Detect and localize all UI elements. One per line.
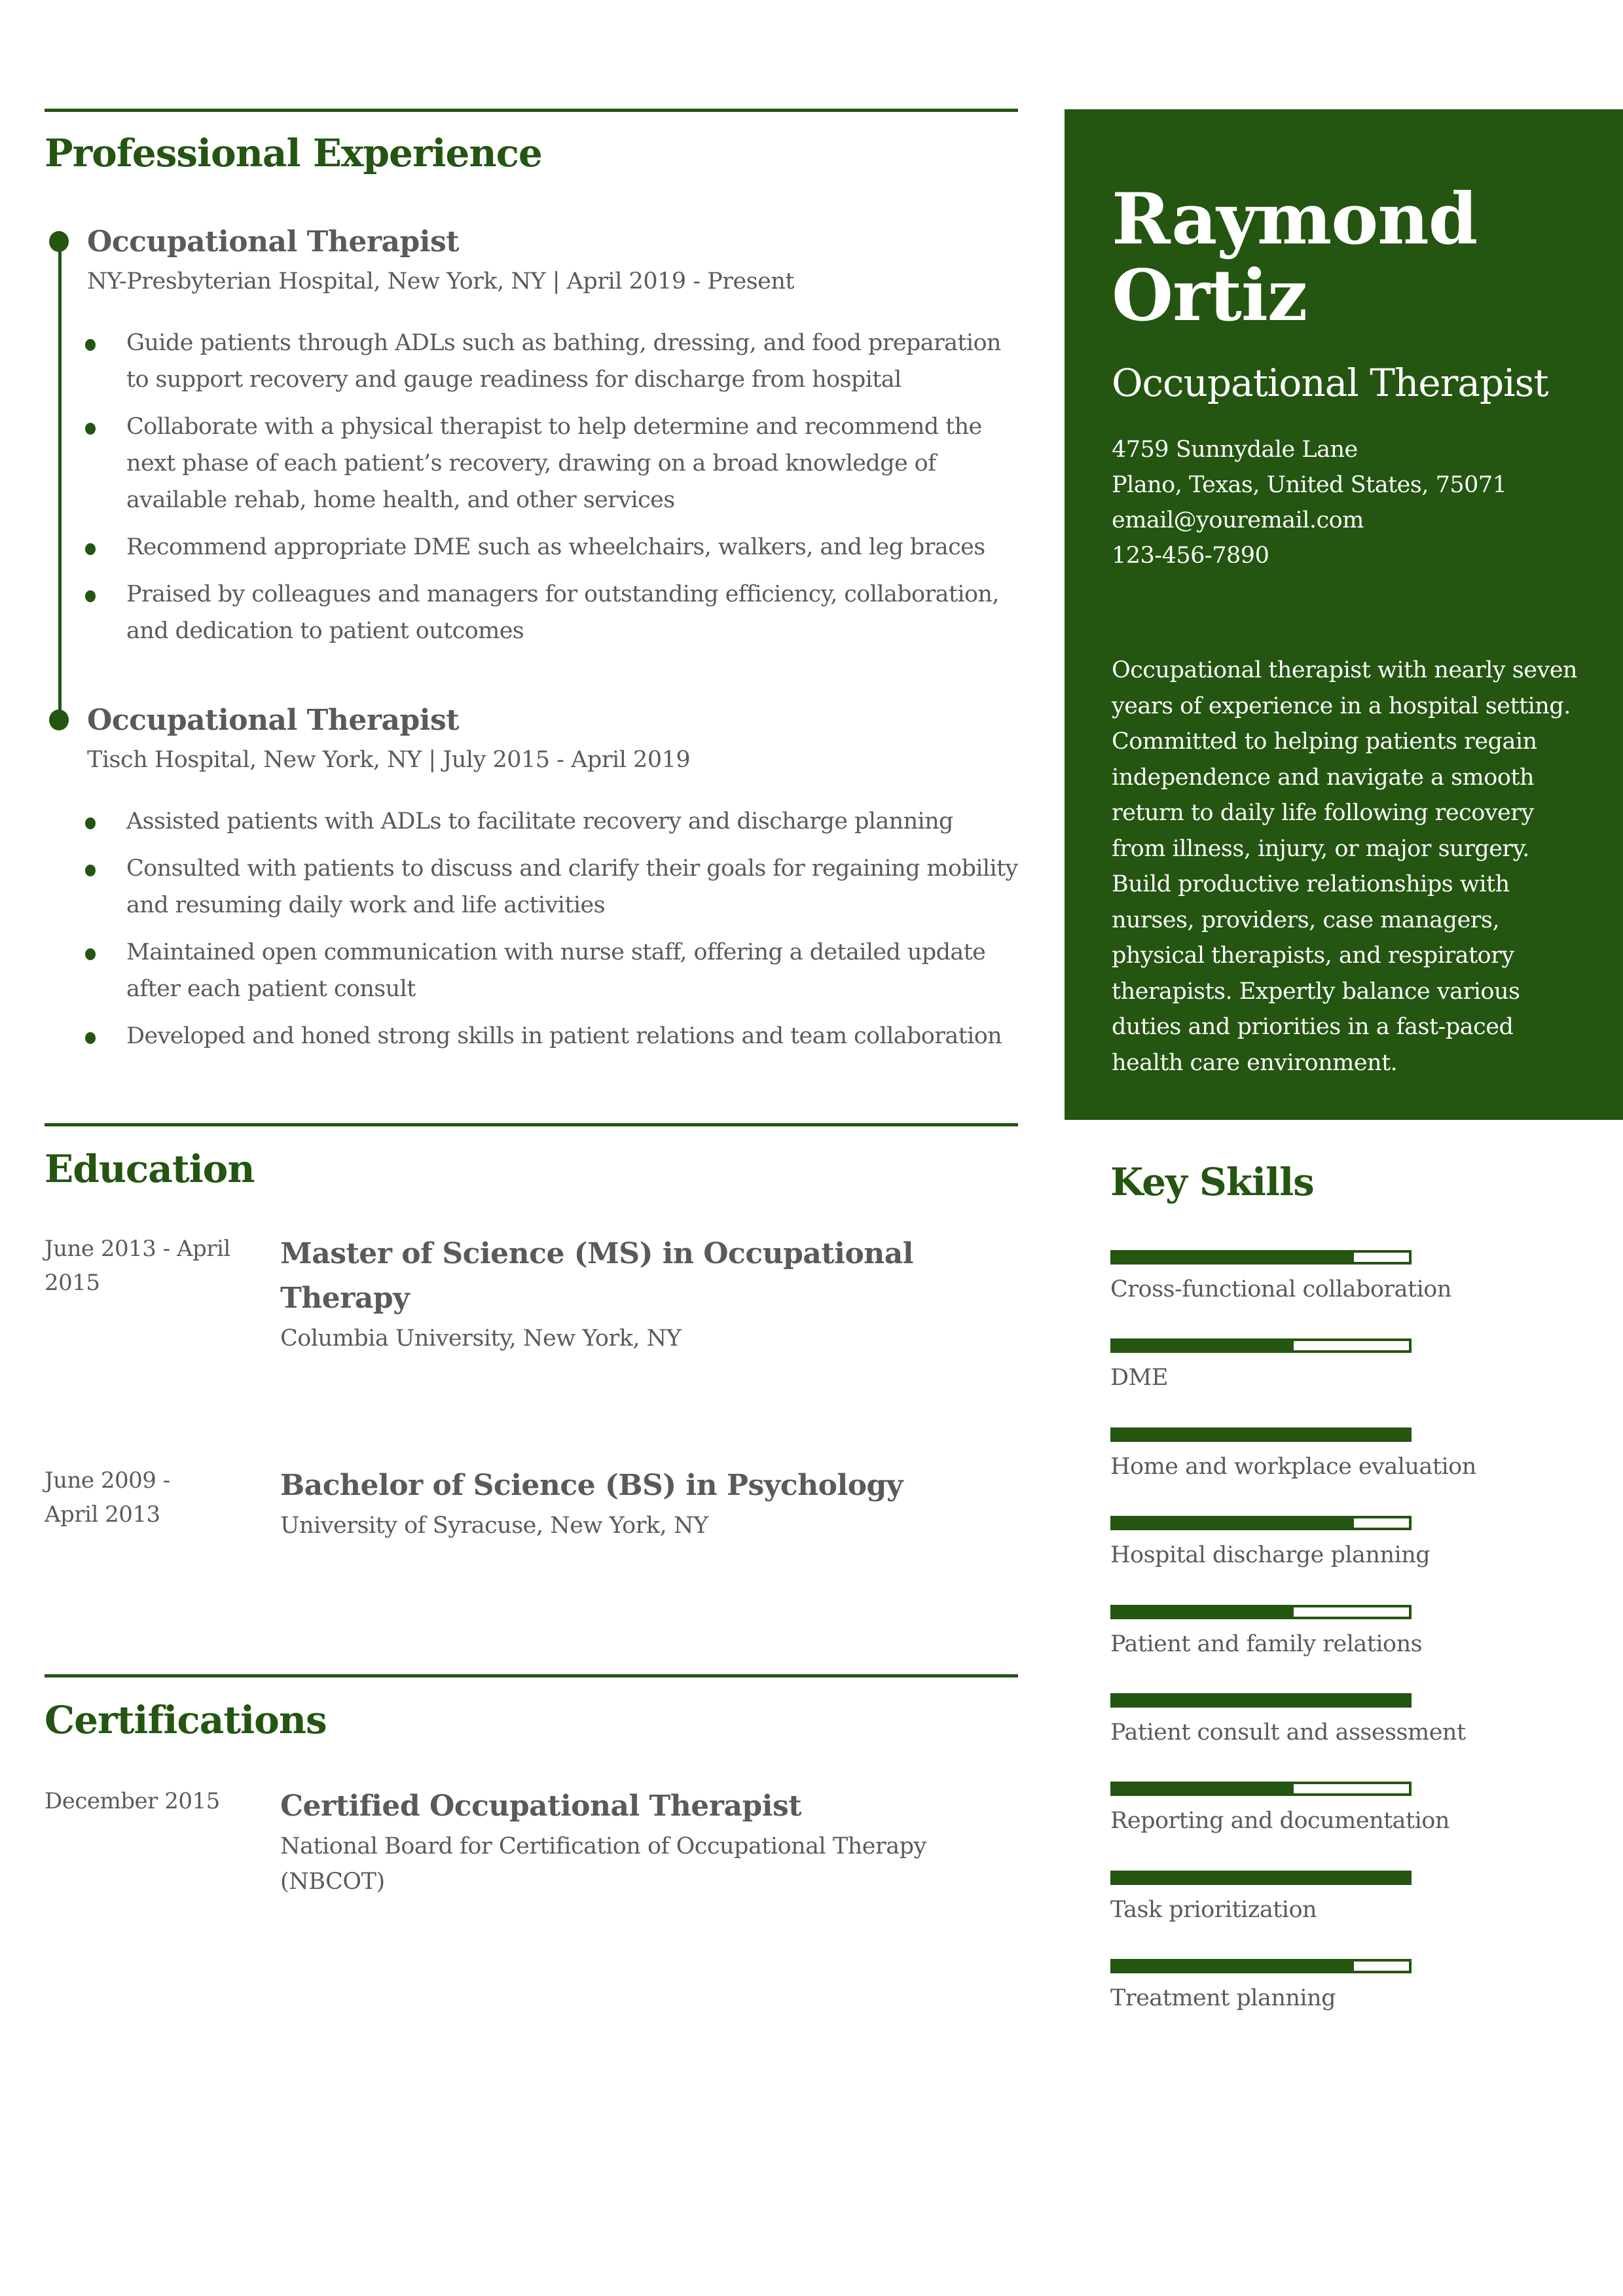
skill-item [1110,1427,1476,1484]
job-bullet [39,408,1021,518]
skill-item [1110,1516,1431,1572]
job-bullet [39,529,1021,565]
bullet-dot-icon [85,817,96,829]
name-first: Raymond [1112,178,1478,260]
bullet-text: Maintained open communication with nurse staff, offering a detailed update after each patient consult [126,939,986,1002]
bullet-dot-icon [85,948,96,960]
skill-level-bar [1110,1782,1412,1796]
skill-item [1110,1959,1412,2015]
education-details [280,1463,1020,1543]
skill-item [1110,1782,1450,1838]
skill-level-remainder [1294,1607,1409,1617]
skill-label: Task prioritization [1110,1896,1317,1923]
education-school: Columbia University, New York, NY [280,1325,682,1352]
bullet-dot-icon [85,339,96,351]
bullet-dot-icon [85,865,96,876]
certification-issuer: National Board for Certification of Occupational Therapy (NBCOT) [280,1833,926,1895]
skill-level-bar [1110,1338,1412,1353]
bullet-text: Praised by colleagues and managers for outstanding efficiency, collaboration, and dedication to patient outcomes [126,581,999,644]
candidate-role: Occupational Therapist [1112,361,1548,405]
job-employer-dates: NY-Presbyterian Hospital, New York, NY | April 2019 - Present [87,268,794,295]
phone-number: 123-456-7890 [1112,543,1269,569]
education-heading: Education [45,1147,255,1191]
education-details [280,1232,1020,1356]
bullet-text: Collaborate with a physical therapist to help determine and recommend the next phase of each patient’s recovery, drawing on a broad knowledge of available rehab, home health, and other services [126,414,982,513]
name-last: Ortiz [1112,255,1307,337]
skill-level-bar [1110,1693,1412,1708]
job-bullet [39,803,1021,840]
certification-details [280,1784,1020,1899]
skill-level-remainder [1294,1784,1409,1793]
header-panel [1065,109,1623,1120]
skill-level-remainder [1294,1341,1409,1350]
skill-level-bar [1110,1250,1412,1265]
certifications-heading: Certifications [45,1698,327,1742]
job-bullet [39,850,1021,924]
bullet-dot-icon [85,590,96,602]
skill-label: Reporting and documentation [1110,1808,1450,1835]
job-title: Occupational Therapist [87,704,460,737]
job-bullet [39,934,1021,1007]
education-dates: June 2009 - April 2013 [45,1467,170,1528]
bullet-text: Assisted patients with ADLs to facilitate recovery and discharge planning [126,808,953,834]
bullet-text: Guide patients through ADLs such as bathing, dressing, and food preparation to support recovery and gauge readiness for discharge from hospital [126,330,1001,393]
job-bullet [39,325,1021,398]
skill-item [1110,1693,1466,1749]
skill-label: Patient and family relations [1110,1630,1423,1657]
bullet-text: Developed and honed strong skills in patient relations and team collaboration [126,1023,1002,1049]
skills-heading: Key Skills [1110,1160,1314,1204]
skill-item [1110,1250,1451,1306]
education-degree: Bachelor of Science (BS) in Psychology [280,1469,903,1502]
education-school: University of Syracuse, New York, NY [280,1513,708,1539]
skill-level-remainder [1354,1518,1409,1528]
job-employer-dates: Tisch Hospital, New York, NY | July 2015 - April 2019 [87,747,691,773]
experience-top-rule [45,109,1018,112]
contact-info [1112,432,1506,573]
bullet-dot-icon [85,1032,96,1044]
certifications-top-rule [45,1674,1018,1677]
address-line-1: 4759 Sunnydale Lane [1112,437,1358,463]
bullet-dot-icon [85,423,96,435]
skill-item [1110,1338,1412,1395]
skill-item [1110,1871,1412,1927]
skill-level-bar [1110,1605,1412,1619]
timeline-dot-icon [49,709,69,730]
education-top-rule [45,1123,1018,1126]
skill-label: Treatment planning [1110,1985,1336,2012]
email-link[interactable]: email@youremail.com [1112,507,1364,533]
skill-level-remainder [1354,1253,1409,1262]
job-entry [39,701,1021,1065]
professional-summary: Occupational therapist with nearly seven years of experience in a hospital setting. Committed to helping patients regain independence and navigate a smooth return to daily life following recovery from illness, injury, or major surgery. Build productive relationships with nurses, providers, case managers, physical therapists, and respiratory therapists. Expertly balance various duties and priorities in a fast-paced health care environment. [1112,657,1577,1076]
certification-name: Certified Occupational Therapist [280,1789,802,1823]
job-entry [39,223,1021,660]
job-bullets [39,325,1021,649]
skill-level-remainder [1354,1962,1409,1971]
address-line-2: Plano, Texas, United States, 75071 [1112,472,1507,498]
bullet-text: Consulted with patients to discuss and clarify their goals for regaining mobility and resuming daily work and life activities [126,855,1018,918]
skill-level-bar [1110,1427,1412,1442]
bullet-text: Recommend appropriate DME such as wheelchairs, walkers, and leg braces [126,534,985,560]
bullet-dot-icon [85,543,96,555]
job-bullet [39,576,1021,649]
skill-label: DME [1110,1365,1168,1391]
timeline-dot-icon [49,231,69,252]
education-dates: June 2013 - April 2015 [45,1236,230,1296]
candidate-name [1112,178,1478,337]
education-degree: Master of Science (MS) in Occupational Therapy [280,1237,914,1315]
skill-label: Home and workplace evaluation [1110,1453,1476,1480]
skill-label: Cross-functional collaboration [1110,1276,1451,1302]
skill-label: Hospital discharge planning [1110,1542,1431,1569]
experience-heading: Professional Experience [45,131,542,175]
skill-level-bar [1110,1871,1412,1885]
certification-date: December 2015 [45,1788,220,1814]
skill-level-bar [1110,1516,1412,1530]
skill-label: Patient consult and assessment [1110,1719,1466,1746]
job-bullets [39,803,1021,1054]
job-title: Occupational Therapist [87,225,460,259]
skill-item [1110,1605,1423,1661]
job-bullet [39,1018,1021,1054]
skill-level-bar [1110,1959,1412,1973]
